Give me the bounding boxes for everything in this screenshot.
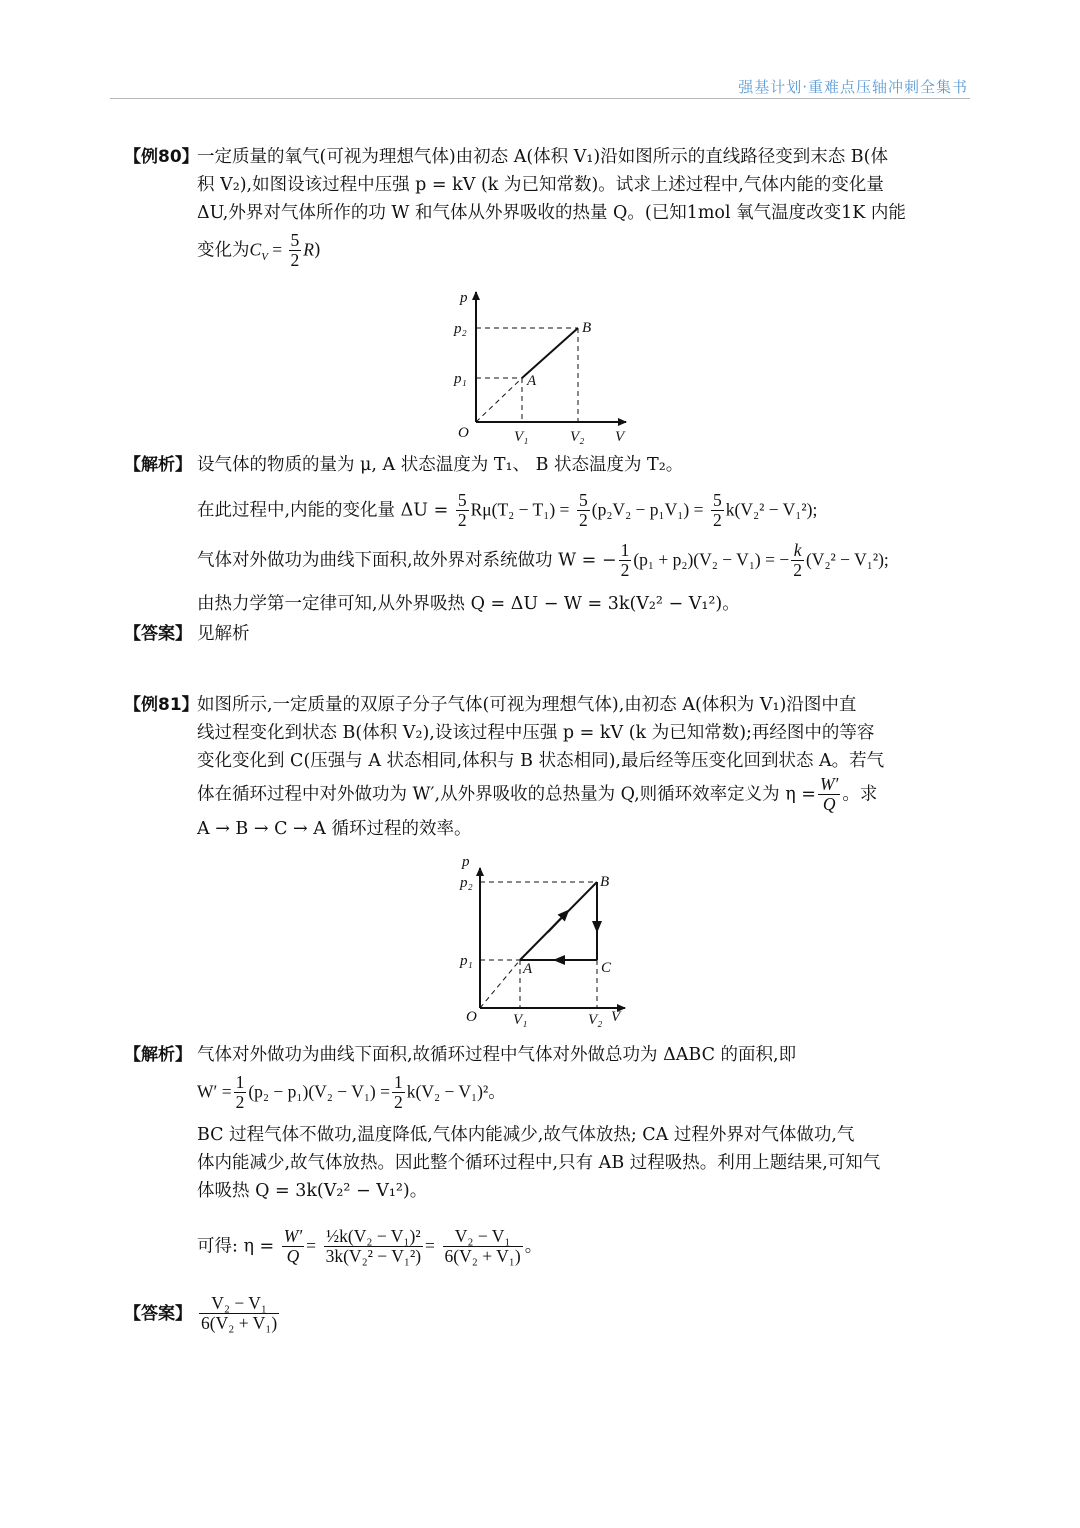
ex81-arrow-ab (548, 913, 566, 932)
ex80-label-p: p (460, 290, 468, 306)
page-header-title: 强基计划·重难点压轴冲刺全集书 (738, 78, 968, 96)
ex80-path-ab (522, 328, 578, 378)
header-divider (110, 98, 970, 99)
ex80-solution-line-3: 气体对外做功为曲线下面积,故外界对系统做功 W = − $\frac{1}{2}$ (p₁ + p₂)(V₂ − V₁) = − $\frac{k}{2}$ (V₂² − V₁²); (197, 539, 889, 580)
ex81-label-o: O (466, 1009, 477, 1025)
ex81-label-v2: V₂ (588, 1012, 603, 1028)
ex80-solution-line-2: 在此过程中,内能的变化量 ΔU = $\frac{5}{2}$ Rμ(T₂ − T₁) = $\frac{5}{2}$ (p₂V₂ − p₁V₁) = $\frac{5}{2}$ k(V₂² − V₁²); (197, 490, 818, 531)
ex81-label-p1: p₁ (460, 953, 473, 969)
ex80-label-p1: p₁ (454, 371, 467, 387)
ex80-frac-1-2: $\frac{1}{2}$ (620, 539, 630, 580)
ex81-label-v1: V₁ (513, 1012, 528, 1028)
example-81-solution (124, 1041, 969, 1272)
ex81-question-line-1: 如图所示,一定质量的双原子分子气体(可视为理想气体),由初态 A(体积为 V₁)沿图中直 (197, 695, 857, 715)
ex81-solution-line-6: 可得: η = $\frac{W'}{Q}$ = $\frac{\text{½k(V₂ − V₁)²}}{\text{3k(V₂² − V₁²)}}$ = $\frac{\text{V₂ − V₁}}{\text{6(V₂ + V₁)}}$ 。 (197, 1225, 543, 1266)
ex80-label-v1: V₁ (514, 429, 529, 445)
ex81-solution-line-2: W′ = $\frac{1}{2}$ (p₂ − p₁)(V₂ − V₁) = $\frac{1}{2}$ k(V₂ − V₁)²。 (197, 1072, 506, 1113)
ex80-frac-k-2: $\frac{k}{2}$ (793, 539, 802, 580)
ex80-label-o: O (458, 425, 469, 441)
ex81-label-a: A (523, 961, 533, 977)
ex80-pv-diagram (440, 282, 640, 452)
ex81-label-c: C (601, 960, 612, 976)
ex81-question-line-2: 线过程变化到状态 B(体积 V₂),设该过程中压强 p = kV (k 为已知常数);再经图中的等容 (197, 723, 875, 743)
example-80-answer (124, 620, 969, 648)
ex81-frac-1-2-a: $\frac{1}{2}$ (235, 1072, 245, 1113)
ex80-label-v: V (615, 429, 625, 445)
ex80-origin-dashed (476, 378, 522, 422)
ex81-eta-frac-3: $\frac{\text{V₂ − V₁}}{\text{6(V₂ + V₁)}}$ (444, 1225, 521, 1266)
example-81-tag: 【例81】 (124, 695, 199, 715)
ex80-question-line-2: 积 V₂),如图设该过程中压强 p = kV (k 为已知常数)。试求上述过程中,气体内能的变化量 (197, 175, 884, 195)
ex81-label-b: B (600, 874, 610, 890)
ex80-question-line-1: 一定质量的氧气(可视为理想气体)由初态 A(体积 V₁)沿如图所示的直线路径变到末态 B(体 (197, 147, 888, 167)
ex81-solution-line-4: 体内能减少,故气体放热。因此整个循环过程中,只有 AB 过程吸热。利用上题结果,可知气 (197, 1152, 881, 1173)
ex80-cv-subscript: V (261, 250, 268, 263)
ex80-label-b: B (582, 320, 592, 336)
ex80-r-symbol: R (303, 239, 314, 260)
ex81-label-p: p (462, 854, 470, 870)
ex81-label-p2: p₂ (460, 875, 473, 891)
ex81-label-v: V (611, 1009, 621, 1025)
ex81-solution-line-3: BC 过程气体不做功,温度降低,气体内能减少,故气体放热; CA 过程外界对气体做功,气 (197, 1124, 855, 1145)
ex80-question-line-4 (197, 231, 969, 271)
ex80-solution-line-4: 由热力学第一定律可知,从外界吸热 Q = ΔU − W = 3k(V₂² − V₁²)。 (197, 594, 740, 614)
ex80-cv-fraction: $\frac{5}{2}$ (290, 230, 300, 271)
ex81-frac-1-2-b: $\frac{1}{2}$ (394, 1072, 403, 1113)
ex81-question-line-5: A → B → C → A 循环过程的效率。 (197, 818, 472, 839)
ex81-eta-frac-1: $\frac{W'}{Q}$ (283, 1225, 303, 1266)
ex81-solution-line-1: 气体对外做功为曲线下面积,故循环过程中气体对外做总功为 ΔABC 的面积,即 (197, 1045, 797, 1065)
ex80-frac-5-2-c: $\frac{5}{2}$ (713, 490, 722, 531)
ex80-frac-5-2-a: $\frac{5}{2}$ (457, 490, 467, 531)
ex80-answer-tag: 【答案】 (124, 624, 192, 644)
example-80-question (124, 143, 969, 271)
ex81-pv-diagram (440, 850, 640, 1032)
ex80-cv-symbol: C (249, 239, 262, 260)
ex80-solution-line-1: 设气体的物质的量为 μ, A 状态温度为 T₁、 B 状态温度为 T₂。 (197, 455, 684, 475)
ex81-question-line-3: 变化变化到 C(压强与 A 状态相同,体积与 B 状态相同),最后经等压变化回到状态 A。若气 (197, 751, 885, 771)
ex80-label-a: A (527, 373, 537, 389)
ex80-label-v2: V₂ (570, 429, 585, 445)
ex80-label-p2: p₂ (454, 321, 467, 337)
ex81-origin-dashed (480, 960, 520, 1008)
ex81-eta-frac-2: $\frac{\text{½k(V₂ − V₁)²}}{\text{3k(V₂² − V₁²)}}$ (325, 1225, 422, 1266)
example-80-solution (124, 451, 969, 618)
example-81-question (124, 691, 969, 843)
ex81-eta-fraction: $\frac{W'}{Q}$ (819, 774, 839, 815)
example-80-tag: 【例80】 (124, 147, 199, 167)
ex81-answer-fraction: $\frac{\text{V₂ − V₁}}{\text{6(V₂ + V₁)}}$ (201, 1293, 278, 1334)
ex81-solution-tag: 【解析】 (124, 1045, 192, 1065)
ex80-question-line-3: ΔU,外界对气体所作的功 W 和气体从外界吸收的热量 Q。(已知1mol 氧气温度改变1K 内能 (197, 203, 906, 223)
ex81-answer-tag: 【答案】 (124, 1304, 192, 1324)
example-81-answer (124, 1294, 969, 1334)
ex80-q4-suffix: ) (314, 240, 321, 261)
ex80-answer-text: 见解析 (197, 624, 250, 644)
ex80-solution-tag: 【解析】 (124, 455, 192, 475)
ex81-question-line-4: 体在循环过程中对外做功为 W′,从外界吸收的总热量为 Q,则循环效率定义为 η = $\frac{W'}{Q}$ 。求 (197, 774, 878, 815)
ex80-frac-5-2-b: $\frac{5}{2}$ (579, 490, 588, 531)
ex81-solution-line-5: 体吸热 Q = 3k(V₂² − V₁²)。 (197, 1180, 428, 1201)
ex80-q4-equals: = (267, 239, 287, 260)
ex80-q4-prefix: 变化为 (197, 240, 250, 261)
